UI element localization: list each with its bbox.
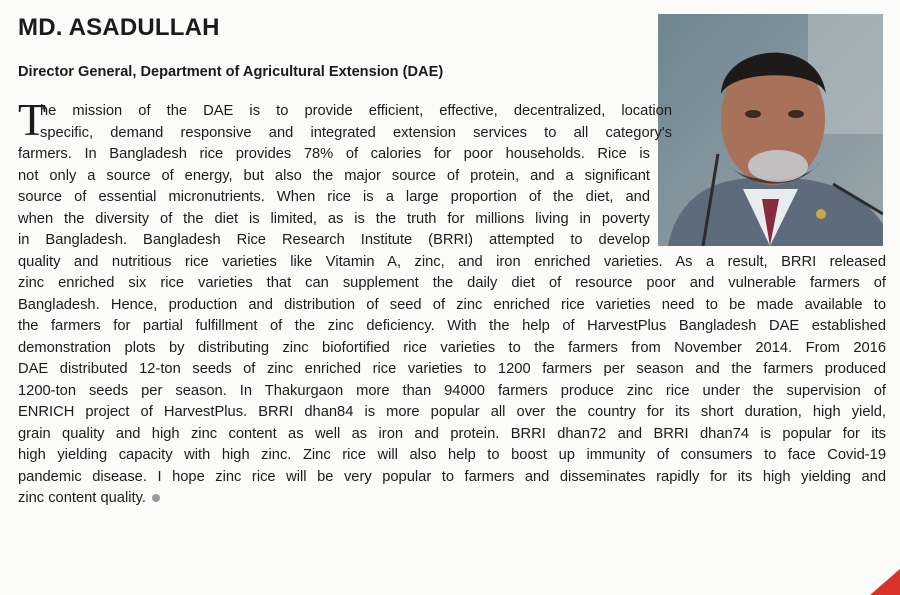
corner-accent-icon <box>870 569 900 595</box>
person-title: Director General, Department of Agricultural Extension (DAE) <box>18 64 444 80</box>
body-line: zinc content quality. <box>18 490 146 506</box>
body-line: DAE distributed 12-ton seeds of zinc enriched rice varieties to 1200 farmers per season and the farmers produced <box>18 361 886 377</box>
body-line: 1200-ton seeds per season. In Thakurgaon more than 94000 farmers produce zinc rice under the supervision of <box>18 382 886 399</box>
body-line: ENRICH project of HarvestPlus. BRRI dhan84 is more popular all over the country for its short duration, high yield, <box>18 404 886 420</box>
drop-cap: T <box>18 94 47 145</box>
body-line: in Bangladesh. Bangladesh Rice Research Institute (BRRI) attempted to develop <box>18 232 650 248</box>
body-line: demonstration plots by distributing zinc biofortified rice varieties to the farmers from November 2014. From 2016 <box>18 339 886 356</box>
body-line: he mission of the DAE is to provide efficient, effective, decentralized, location <box>40 103 672 119</box>
body-line: the farmers for partial fulfillment of the zinc deficiency. With the help of HarvestPlus Bangladesh DAE established <box>18 318 886 334</box>
body-line: when the diversity of the diet is limited, as is the truth for millions living in poverty <box>18 210 650 227</box>
body-line: Bangladesh. Hence, production and distribution of seed of zinc enriched rice varieties need to be made available to <box>18 296 886 313</box>
body-line: quality and nutritious rice varieties like Vitamin A, zinc, and iron enriched varieties. As a result, BRRI released <box>18 253 886 270</box>
person-name: MD. ASADULLAH <box>18 14 220 41</box>
body-line: farmers. In Bangladesh rice provides 78% of calories for poor households. Rice is <box>18 146 650 162</box>
body-line-last <box>18 488 886 510</box>
body-line: pandemic disease. I hope zinc rice will be very popular to farmers and disseminates rapidly for its high yielding and <box>18 468 886 485</box>
body-line: specific, demand responsive and integrated extension services to all category's <box>40 124 672 141</box>
body-line: grain quality and high zinc content as well as iron and protein. BRRI dhan72 and BRRI dhan74 is popular for its <box>18 425 886 442</box>
article-body <box>18 94 886 510</box>
body-line: high yielding capacity with high zinc. Zinc rice will also help to boost up immunity of consumers to face Covid-19 <box>18 447 886 463</box>
end-mark-icon <box>152 494 160 502</box>
body-line: zinc enriched six rice varieties that can supplement the daily diet of resource poor and vulnerable farmers of <box>18 275 886 291</box>
body-line: not only a source of energy, but also the major source of protein, and a significant <box>18 167 650 184</box>
body-line: source of essential micronutrients. When rice is a large proportion of the diet, and <box>18 189 650 205</box>
